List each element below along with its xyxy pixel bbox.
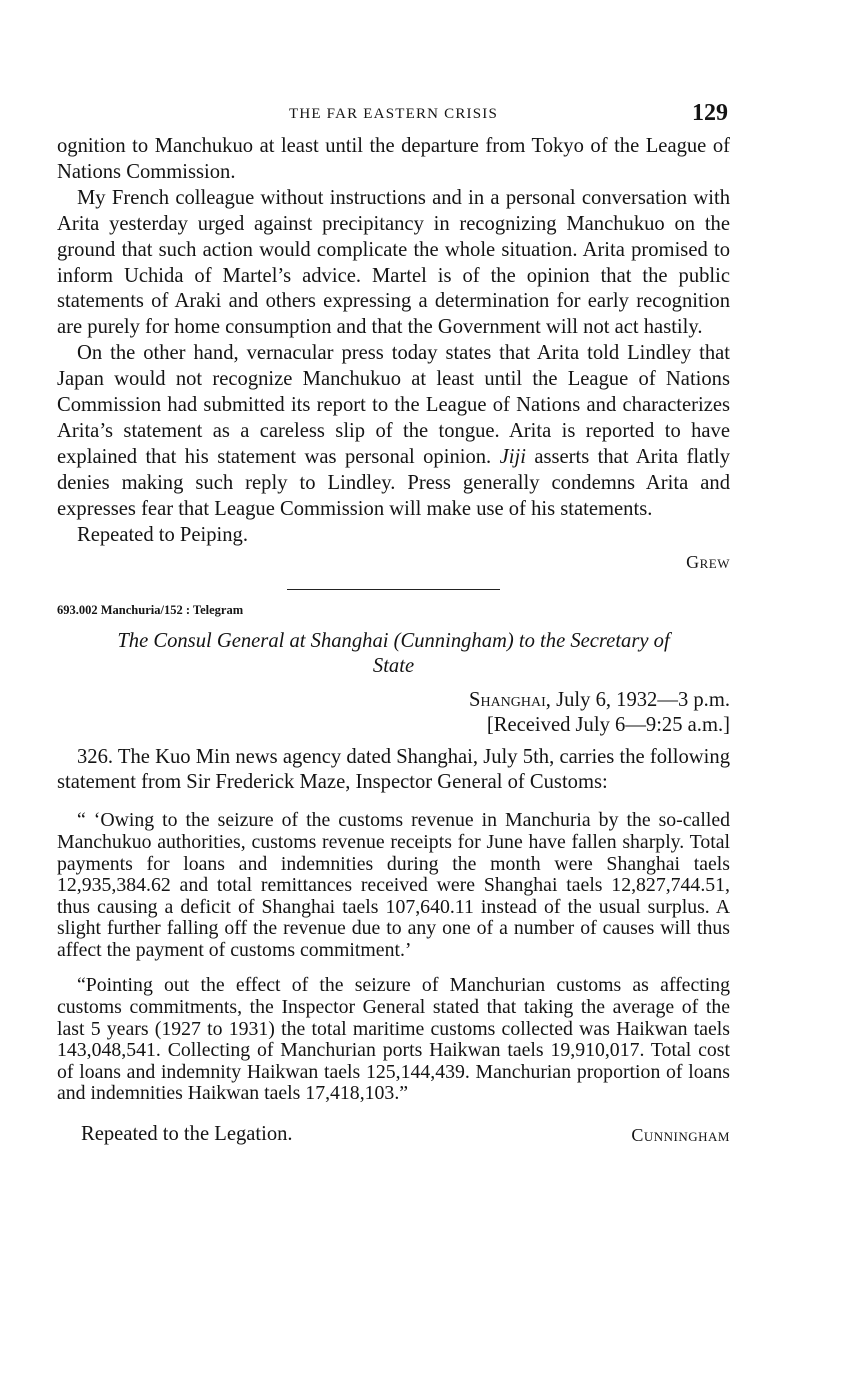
section-divider xyxy=(287,589,500,590)
document-page xyxy=(57,100,730,1149)
running-header xyxy=(57,100,730,134)
dateline xyxy=(57,688,730,739)
repeated-to-legation: Repeated to the Legation. xyxy=(81,1123,293,1146)
paragraph-3-end: asserts that Arita flatly denies making such reply to Lindley. Press generally condemns Arita and expresses fear that League Commission will make use of his statements. xyxy=(57,445,730,520)
message-intro: 326. The Kuo Min news agency dated Shanghai, July 5th, carries the following statement from Sir Frederick Maze, Inspector General of Customs: xyxy=(57,745,730,794)
quote-paragraph-2: “Pointing out the effect of the seizure of Manchurian customs as affecting customs commitments, the Inspector General stated that taking the average of the last 5 years (1927 to 1931) the total maritime customs collected was Haikwan taels 143,048,541. Collecting of Manchurian ports Haikwan taels 19,910,017. Total cost of loans and indemnity Haikwan taels 125,144,439. Manchurian proportion of loans and indemnities Haikwan taels 17,418,103.” xyxy=(57,974,730,1105)
date-received: [Received July 6—9:25 a.m.] xyxy=(486,714,730,736)
page-number: 129 xyxy=(692,100,728,126)
paragraph-3-start: On the other hand, vernacular press today states that Arita told Lindley that Japan would not recognize Manchukuo at least until the League of Nations Commission had submitted its report to the League of Nations and characterizes Arita’s statement as a careless slip of the tongue. Arita is reported to have explained that his statement was personal opinion. xyxy=(57,342,730,468)
signature-grew-text: Grew xyxy=(686,551,730,572)
quoted-statement xyxy=(57,810,730,1105)
closing-line xyxy=(57,1123,730,1149)
paragraph-3 xyxy=(57,341,730,522)
document-heading: The Consul General at Shanghai (Cunningham) to the Secretary of State xyxy=(117,629,670,677)
dateline-place: Shanghai, xyxy=(469,688,551,711)
signature-cunningham: Cunningham xyxy=(631,1125,730,1146)
dateline-time: July 6, 1932—3 p.m. xyxy=(550,688,730,711)
paragraph-2: My French colleague without instructions and in a personal conversation with Arita yesterday urged against precipitancy in recognizing Manchukuo on the ground that such action would complicate the whole situation. Arita promised to inform Uchida of Martel’s advice. Martel is of the opinion that the public statements of Araki and others expressing a determination for early recognition are purely for home consumption and that the Government will not act hastily. xyxy=(57,186,730,339)
repeated-note: Repeated to Peiping. xyxy=(77,523,249,546)
date-sent xyxy=(57,688,730,714)
telegram-continuation xyxy=(57,134,730,549)
signature-grew xyxy=(57,552,730,573)
paragraph-1: ognition to Manchukuo at least until the departure from Tokyo of the League of Nations Commission. xyxy=(57,135,730,183)
newspaper-name: Jiji xyxy=(499,445,526,468)
telegram-body xyxy=(57,745,730,797)
quote-paragraph-1: “ ‘Owing to the seizure of the customs revenue in Manchuria by the so-called Manchukuo authorities, customs revenue receipts for June have fallen sharply. Total payments for loans and indemnities during the month were Shanghai taels 12,935,384.62 and total remittances received were Shanghai taels 12,827,744.51, thus causing a deficit of Shanghai taels 107,640.11 instead of the usual surplus. A slight further falling off the revenue due to any one of a number of causes will thus affect the payment of customs commitment.’ xyxy=(57,809,730,961)
running-title: THE FAR EASTERN CRISIS xyxy=(288,106,499,122)
document-reference: 693.002 Manchuria/152 : Telegram xyxy=(57,602,244,617)
